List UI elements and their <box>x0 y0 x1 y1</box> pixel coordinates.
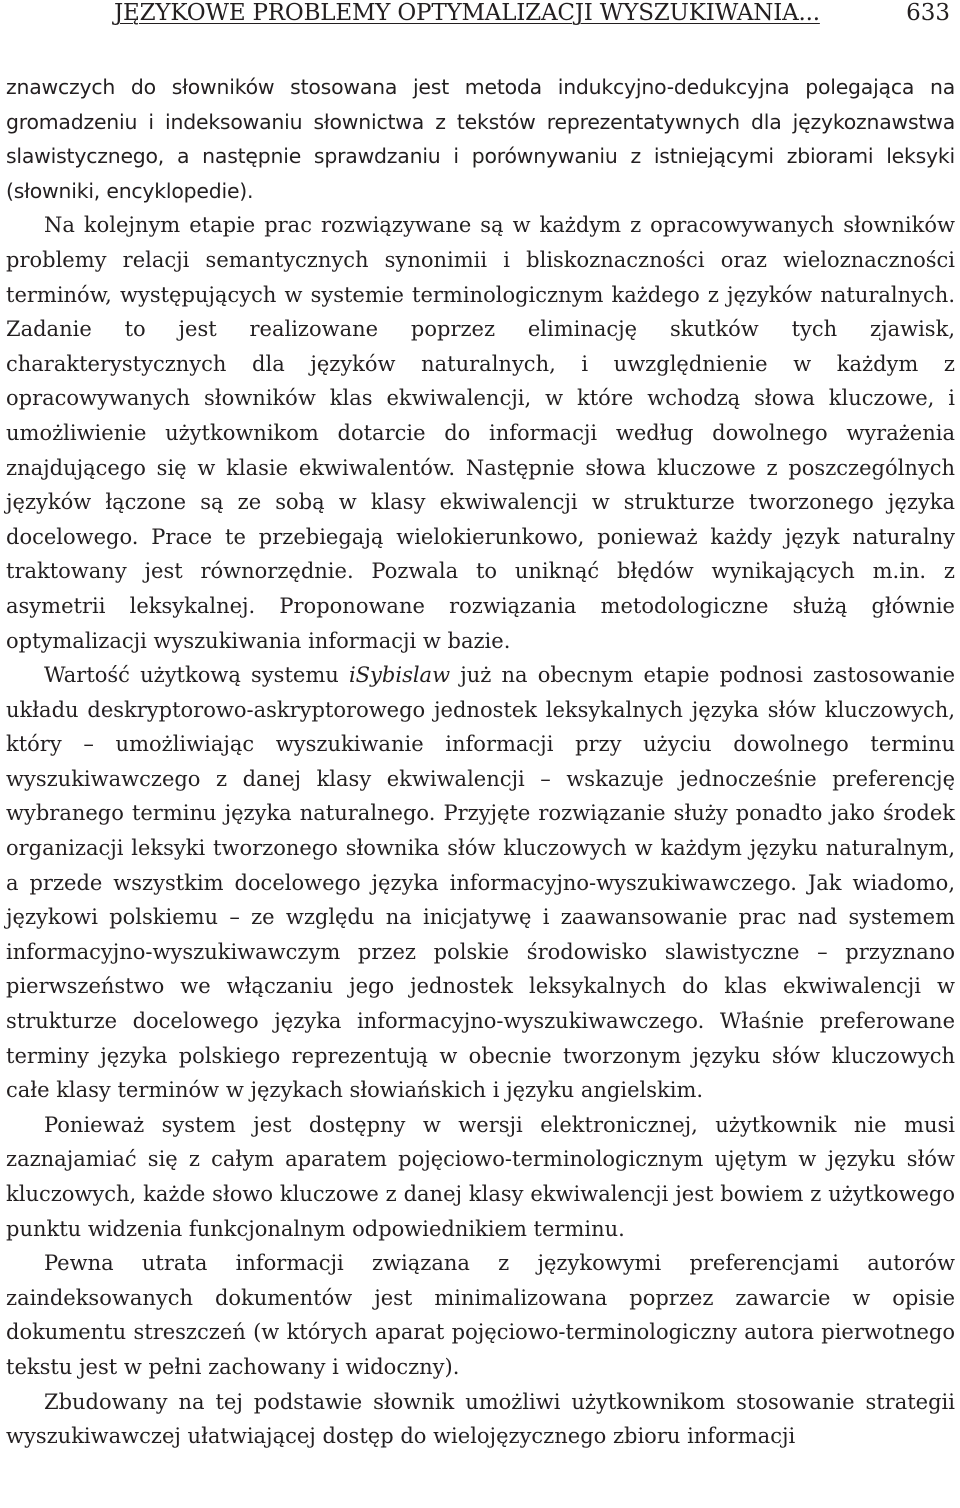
book-page <box>6 0 955 1454</box>
paragraph-search-strategy: Zbudowany na tej podstawie słownik umożliwi użytkownikom stosowanie strategii wyszukiwawczej ułatwiającej dostęp do wielojęzycznego zbioru informacji <box>6 1389 955 1449</box>
page-number: 633 <box>906 0 950 26</box>
paragraph-information-loss: Pewna utrata informacji związana z językowymi preferencjami autorów zaindeksowanych dokumentów jest minimalizowana poprzez zawarcie w opisie dokumentu streszczeń (w których aparat pojęciowo-terminologiczny autora pierwotnego tekstu jest w pełni zachowany i widoczny). <box>6 1251 955 1379</box>
paragraph-electronic-version: Ponieważ system jest dostępny w wersji elektronicznej, użytkownik nie musi zaznajamiać się z całym aparatem pojęciowo-terminologicznym ujętym w języku słów kluczowych, każde słowo kluczowe z danej klasy ekwiwalencji jest bowiem z użytkowego punktu widzenia funkcjonalnym odpowiednikiem terminu. <box>6 1112 955 1241</box>
running-header-title: JĘZYKOWE PROBLEMY OPTYMALIZACJI WYSZUKIWANIA... <box>114 0 820 26</box>
paragraph-system-value-intro: Wartość użytkową systemu <box>44 663 349 688</box>
paragraph-semantic-relations: Na kolejnym etapie prac rozwiązywane są w każdym z opracowywanych słowników problemy relacji semantycznych synonimii i bliskoznaczności oraz wieloznaczności terminów, występujących w systemie terminologicznym każdego z języków naturalnych. Zadanie to jest realizowane poprzez eliminację skutków tych zjawisk, charakterystycznych dla języków naturalnych, i uwzględnienie w każdym z opracowywanych słowników klas ekwiwalencji, w które wchodzą słowa kluczowe, i umożliwienie użytkownikom dotarcie do informacji według dowolnego wyrażenia znajdującego się w klasie ekwiwalentów. Następnie słowa kluczowe z poszczególnych języków łączone są ze sobą w klasy ekwiwalencji w strukturze tworzonego języka docelowego. Prace te przebiegają wielokierunkowo, ponieważ każdy język naturalny traktowany jest równorzędnie. Pozwala to uniknąć błędów wynikających m.in. z asymetrii leksykalnej. Proponowane rozwiązania metodologiczne służą głównie optymalizacji wyszukiwania informacji w bazie. <box>6 213 955 653</box>
paragraph-system-value-rest: już na obecnym etapie podnosi zastosowanie układu deskryptorowo-askryptorowego jednostek leksykalnych języka słów kluczowych, który – umożliwiając wyszukiwanie informacji przy użyciu dowolnego terminu wyszukiwawczego z danej klasy ekwiwalencji – wskazuje jednocześnie preferencję wybranego terminu języka naturalnego. Przyjęte rozwiązanie służy ponadto jako środek organizacji leksyki tworzonego słownika słów kluczowych w każdym języku naturalnym, a przede wszystkim docelowego języka informacyjno-wyszukiwawczego. Jak wiadomo, językowi polskiemu – ze względu na inicjatywę i zaawansowanie prac nad systemem informacyjno-wyszukiwawczym przez polskie środowisko slawistyczne – przyznano pierwszeństwo we włączaniu jego jednostek leksykalnych do klas ekwiwalencji w strukturze docelowego języka informacyjno-wyszukiwawczego. Właśnie preferowane terminy języka polskiego reprezentują w obecnie tworzonym języku słów kluczowych całe klasy terminów w językach słowiańskich i języku angielskim. <box>6 663 955 1103</box>
paragraph-system-value <box>6 658 955 1108</box>
body-text <box>6 70 955 1454</box>
paragraph-continuation: znawczych do słowników stosowana jest metoda indukcyjno-dedukcyjna polegająca na gromadzeniu i indeksowaniu słownictwa z tekstów reprezentatywnych dla językoznawstwa slawistycznego, a następnie sprawdzaniu i porównywaniu z istniejącymi zbiorami leksyki (słowniki, encyklopedie). <box>6 75 955 203</box>
system-name: iSybislaw <box>348 663 451 688</box>
running-header <box>6 0 955 52</box>
